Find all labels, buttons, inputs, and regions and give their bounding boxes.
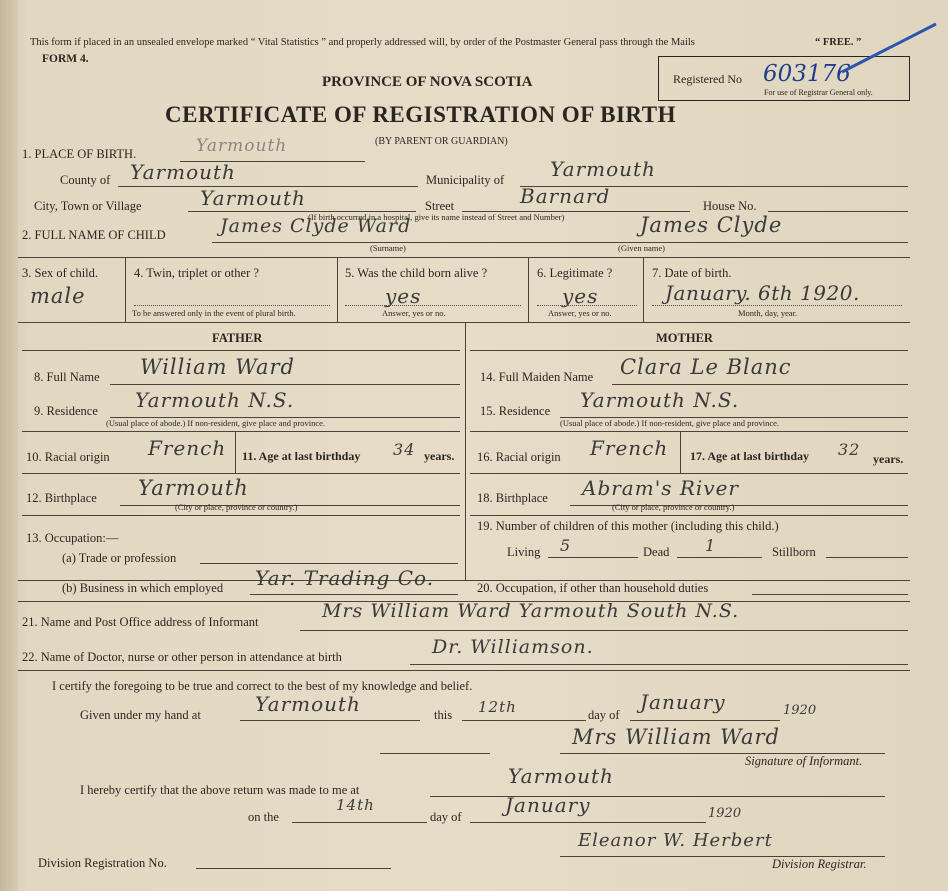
row3-divider-3 xyxy=(528,257,529,322)
city-value: Yarmouth xyxy=(200,186,306,210)
father-racial-value: French xyxy=(148,436,227,460)
mother-name-value: Clara Le Blanc xyxy=(620,355,792,379)
city-label: City, Town or Village xyxy=(34,199,142,213)
mother-residence-value: Yarmouth N.S. xyxy=(580,388,740,412)
father-name-label: 8. Full Name xyxy=(34,370,100,384)
children-count-label: 19. Number of children of this mother (including this child.) xyxy=(477,519,779,533)
center-dash xyxy=(380,753,490,754)
registrar-day: 14th xyxy=(336,796,375,814)
father-residence-value: Yarmouth N.S. xyxy=(135,388,295,412)
mother-age-value: 32 xyxy=(838,440,861,459)
living-line xyxy=(548,557,638,558)
registrar-note: For use of Registrar General only. xyxy=(764,88,873,97)
mother-birthplace-value: Abram's River xyxy=(582,476,739,500)
registrar-on-label: on the xyxy=(248,810,279,824)
born-alive-note: Answer, yes or no. xyxy=(382,308,446,318)
county-label: County of xyxy=(60,173,111,187)
date-of-birth-value: January. 6th 1920. xyxy=(665,281,860,305)
legitimate-value: yes xyxy=(562,284,599,308)
date-of-birth-label: 7. Date of birth. xyxy=(652,266,732,280)
legitimate-note: Answer, yes or no. xyxy=(548,308,612,318)
given-place-line xyxy=(240,720,420,721)
doctor-label: 22. Name of Doctor, nurse or other person in attendance at birth xyxy=(22,650,342,664)
row3-bottom-rule xyxy=(18,322,910,323)
mother-residence-label: 15. Residence xyxy=(480,404,551,418)
doctor-value: Dr. Williamson. xyxy=(432,636,594,658)
father-occupation-top-rule xyxy=(22,515,460,516)
hospital-note: (If birth occurred in a hospital, give its name instead of Street and Number) xyxy=(308,212,565,222)
father-racial-divider xyxy=(235,431,236,473)
mail-notice: This form if placed in an unsealed envelope marked “ Vital Statistics ” and properly addressed will, by order of the Postmaster General pass through the Mails xyxy=(30,37,695,48)
row3-divider-4 xyxy=(643,257,644,322)
registrar-place: Yarmouth xyxy=(508,764,614,788)
father-heading: FATHER xyxy=(212,331,263,345)
registered-number: 603176 xyxy=(763,61,851,87)
form-number: FORM 4. xyxy=(42,53,89,65)
registrar-month-line xyxy=(470,822,706,823)
informant-signature-caption: Signature of Informant. xyxy=(745,754,863,768)
mother-name-label: 14. Full Maiden Name xyxy=(480,370,594,384)
given-under-label: Given under my hand at xyxy=(80,708,201,722)
mail-notice-free: “ FREE. ” xyxy=(815,37,862,48)
surname-caption: (Surname) xyxy=(370,243,406,253)
registrar-place-line xyxy=(430,796,885,797)
occupation-label: 13. Occupation:— xyxy=(26,531,119,545)
row3-divider-2 xyxy=(337,257,338,322)
municipality-label: Municipality of xyxy=(426,173,505,187)
mother-racial-top-rule xyxy=(470,431,908,432)
mother-children-top-rule xyxy=(470,515,908,516)
division-registration-line xyxy=(196,868,391,869)
place-of-birth-label: 1. PLACE OF BIRTH. xyxy=(22,147,137,161)
row3-top-rule xyxy=(18,257,910,258)
child-name-line xyxy=(212,242,908,243)
county-value: Yarmouth xyxy=(130,160,236,184)
father-residence-label: 9. Residence xyxy=(34,404,98,418)
twin-label: 4. Twin, triplet or other ? xyxy=(134,266,259,280)
province-heading: PROVINCE OF NOVA SCOTIA xyxy=(322,74,533,90)
registrar-signature-caption: Division Registrar. xyxy=(772,857,867,871)
certify-day: 12th xyxy=(478,698,517,716)
informant-line xyxy=(300,630,908,631)
certify-day-line xyxy=(462,720,586,721)
father-age-label: 11. Age at last birthday xyxy=(242,449,361,463)
mother-racial-divider xyxy=(680,431,681,473)
living-value: 5 xyxy=(560,536,572,555)
registrar-day-line xyxy=(292,822,427,823)
municipality-value: Yarmouth xyxy=(550,157,656,181)
father-name-line xyxy=(110,384,460,385)
father-name-value: William Ward xyxy=(140,355,295,379)
date-of-birth-line xyxy=(652,305,902,306)
father-birthplace-label: 12. Birthplace xyxy=(26,491,97,505)
registrar-signature: Eleanor W. Herbert xyxy=(578,830,773,851)
street-label: Street xyxy=(425,199,455,213)
doctor-bottom-rule xyxy=(18,670,910,671)
mother-age-unit: years. xyxy=(873,452,904,466)
registrar-year: 1920 xyxy=(708,806,742,821)
parents-center-divider xyxy=(465,322,466,580)
mother-birthplace-note: (City or place, province or country.) xyxy=(612,502,735,512)
house-number-line xyxy=(768,211,908,212)
informant-signature: Mrs William Ward xyxy=(572,725,780,749)
child-name-label: 2. FULL NAME OF CHILD xyxy=(22,228,166,242)
born-alive-label: 5. Was the child born alive ? xyxy=(345,266,488,280)
sex-label: 3. Sex of child. xyxy=(22,266,99,280)
twin-note: To be answered only in the event of plural birth. xyxy=(132,308,296,318)
legitimate-label: 6. Legitimate ? xyxy=(537,266,613,280)
given-place-value: Yarmouth xyxy=(255,692,361,716)
binding-edge xyxy=(0,0,18,891)
child-given-names: James Clyde xyxy=(640,213,783,237)
stillborn-line xyxy=(826,557,908,558)
mother-occupation-line xyxy=(752,594,908,595)
mother-occupation-label: 20. Occupation, if other than household duties xyxy=(477,581,709,595)
division-registration-label: Division Registration No. xyxy=(38,856,167,870)
street-value: Barnard xyxy=(520,184,611,208)
father-racial-bottom-rule xyxy=(22,473,460,474)
mother-birthplace-label: 18. Birthplace xyxy=(477,491,548,505)
certify-month-line xyxy=(630,720,780,721)
stillborn-label: Stillborn xyxy=(772,545,816,559)
row3-divider-1 xyxy=(125,257,126,322)
father-age-value: 34 xyxy=(393,440,416,459)
father-heading-rule xyxy=(22,350,460,351)
doctor-line xyxy=(410,664,908,665)
business-label: (b) Business in which employed xyxy=(62,581,224,595)
blue-pencil-mark xyxy=(840,20,940,80)
mother-residence-note: (Usual place of abode.) If non-resident, give place and province. xyxy=(560,418,780,428)
registrar-day-of-label: day of xyxy=(430,810,462,824)
certificate-subtitle: (BY PARENT OR GUARDIAN) xyxy=(375,136,508,147)
sex-value: male xyxy=(30,284,86,308)
father-residence-note: (Usual place of abode.) If non-resident, give place and province. xyxy=(106,418,326,428)
house-number-label: House No. xyxy=(703,199,757,213)
mother-heading: MOTHER xyxy=(656,331,713,345)
certify-day-of-label: day of xyxy=(588,708,620,722)
mother-name-line xyxy=(612,384,908,385)
father-birthplace-note: (City or place, province or country.) xyxy=(175,502,298,512)
father-age-unit: years. xyxy=(424,449,455,463)
business-value: Yar. Trading Co. xyxy=(255,566,435,590)
living-label: Living xyxy=(507,545,541,559)
registrar-month: January xyxy=(505,793,591,817)
certify-year: 1920 xyxy=(783,703,817,718)
informant-value: Mrs William Ward Yarmouth South N.S. xyxy=(322,600,740,622)
certificate-title: CERTIFICATE OF REGISTRATION OF BIRTH xyxy=(165,102,676,127)
mother-racial-bottom-rule xyxy=(470,473,908,474)
father-racial-label: 10. Racial origin xyxy=(26,450,110,464)
twin-line xyxy=(134,305,330,306)
certify-statement: I certify the foregoing to be true and correct to the best of my knowledge and belief. xyxy=(52,679,473,693)
father-birthplace-value: Yarmouth xyxy=(138,476,249,500)
born-alive-value: yes xyxy=(385,284,422,308)
this-label: this xyxy=(434,708,453,722)
dead-label: Dead xyxy=(643,545,670,559)
business-line xyxy=(250,594,458,595)
born-alive-line xyxy=(345,305,521,306)
legitimate-line xyxy=(537,305,637,306)
trade-line xyxy=(200,563,458,564)
registrar-statement: I hereby certify that the above return was made to me at xyxy=(80,783,360,797)
trade-label: (a) Trade or profession xyxy=(62,551,177,565)
date-of-birth-note: Month, day, year. xyxy=(738,308,798,318)
mother-heading-rule xyxy=(470,350,908,351)
dead-line xyxy=(677,557,762,558)
informant-label: 21. Name and Post Office address of Informant xyxy=(22,615,259,629)
registered-label: Registered No xyxy=(673,72,742,86)
mother-racial-label: 16. Racial origin xyxy=(477,450,561,464)
father-racial-top-rule xyxy=(22,431,460,432)
place-of-birth-value: Yarmouth xyxy=(196,136,288,156)
child-full-name: James Clyde Ward xyxy=(220,215,412,237)
mother-age-label: 17. Age at last birthday xyxy=(690,449,810,463)
mother-racial-value: French xyxy=(590,436,669,460)
given-name-caption: (Given name) xyxy=(618,243,665,253)
certify-month: January xyxy=(640,690,726,714)
dead-value: 1 xyxy=(705,536,717,555)
